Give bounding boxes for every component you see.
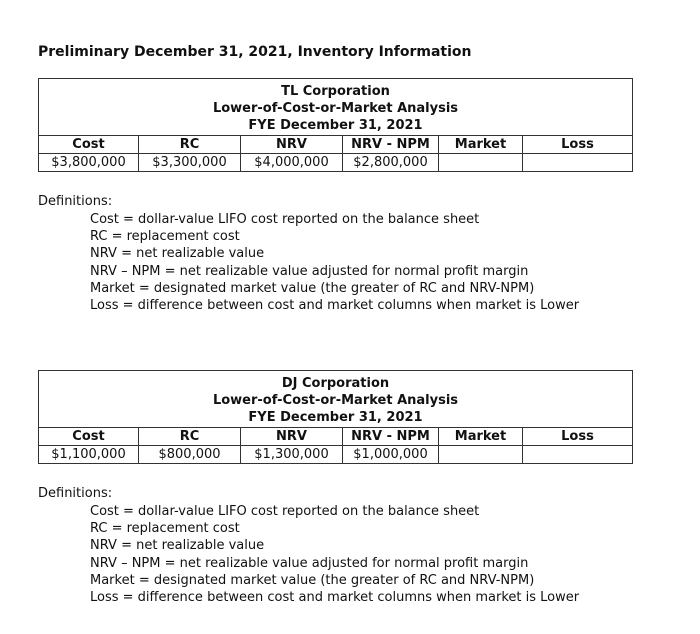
definition-item: Cost = dollar-value LIFO cost reported on the balance sheet xyxy=(90,504,480,519)
column-header-row xyxy=(39,428,633,446)
definition-item: RC = replacement cost xyxy=(90,521,240,537)
dj-analysis-table xyxy=(38,370,633,464)
col-nrv-header: NRV xyxy=(241,136,343,154)
nrv-npm-value: $2,800,000 xyxy=(343,154,439,172)
col-market-header: Market xyxy=(439,428,523,446)
fiscal-year-end: FYE December 31, 2021 xyxy=(248,118,423,133)
definitions-list xyxy=(90,503,579,606)
col-cost-header: Cost xyxy=(39,136,139,154)
market-value-cell[interactable] xyxy=(439,446,523,464)
definition-item: Market = designated market value (the greater of RC and NRV-NPM) xyxy=(90,572,535,588)
definition-item: NRV = net realizable value xyxy=(90,246,265,262)
company-name: TL Corporation xyxy=(281,84,390,99)
nrv-value: $4,000,000 xyxy=(241,154,343,172)
col-nrv-header: NRV xyxy=(241,428,343,446)
rc-value: $800,000 xyxy=(139,446,241,464)
rc-value: $3,300,000 xyxy=(139,154,241,172)
col-rc-header: RC xyxy=(139,136,241,154)
definition-item: NRV = net realizable value xyxy=(90,538,265,554)
definition-item: Cost = dollar-value LIFO cost reported on the balance sheet xyxy=(90,212,480,227)
tl-analysis-table xyxy=(38,78,633,172)
definition-item: Market = designated market value (the greater of RC and NRV-NPM) xyxy=(90,280,535,296)
loss-value-cell[interactable] xyxy=(523,446,633,464)
col-rc-header: RC xyxy=(139,428,241,446)
col-nrv-npm-header: NRV - NPM xyxy=(343,428,439,446)
definition-item: Loss = difference between cost and market columns when market is Lower xyxy=(90,297,580,313)
definition-item: NRV – NPM = net realizable value adjusted for normal profit margin xyxy=(90,263,529,279)
nrv-npm-value: $1,000,000 xyxy=(343,446,439,464)
table-header xyxy=(39,371,633,428)
col-market-header: Market xyxy=(439,136,523,154)
col-loss-header: Loss xyxy=(523,136,633,154)
company-name: DJ Corporation xyxy=(281,376,390,391)
col-loss-header: Loss xyxy=(523,428,633,446)
analysis-title: Lower-of-Cost-or-Market Analysis xyxy=(212,101,459,116)
col-nrv-npm-header: NRV - NPM xyxy=(343,136,439,154)
page-title: Preliminary December 31, 2021, Inventory Information xyxy=(38,44,472,60)
nrv-value: $1,300,000 xyxy=(241,446,343,464)
definition-item: Loss = difference between cost and market columns when market is Lower xyxy=(90,589,580,605)
definitions-label: Definitions: xyxy=(38,194,113,209)
cost-value: $1,100,000 xyxy=(39,446,139,464)
market-value-cell[interactable] xyxy=(439,154,523,172)
fiscal-year-end: FYE December 31, 2021 xyxy=(248,410,423,425)
definitions-list xyxy=(90,211,579,314)
analysis-title: Lower-of-Cost-or-Market Analysis xyxy=(212,393,459,408)
col-cost-header: Cost xyxy=(39,428,139,446)
column-header-row xyxy=(39,136,633,154)
table-row xyxy=(39,154,633,172)
definition-item: RC = replacement cost xyxy=(90,229,240,245)
cost-value: $3,800,000 xyxy=(39,154,139,172)
definition-item: NRV – NPM = net realizable value adjusted for normal profit margin xyxy=(90,555,529,571)
loss-value-cell[interactable] xyxy=(523,154,633,172)
table-header xyxy=(39,79,633,136)
definitions-label: Definitions: xyxy=(38,486,113,501)
table-row xyxy=(39,446,633,464)
